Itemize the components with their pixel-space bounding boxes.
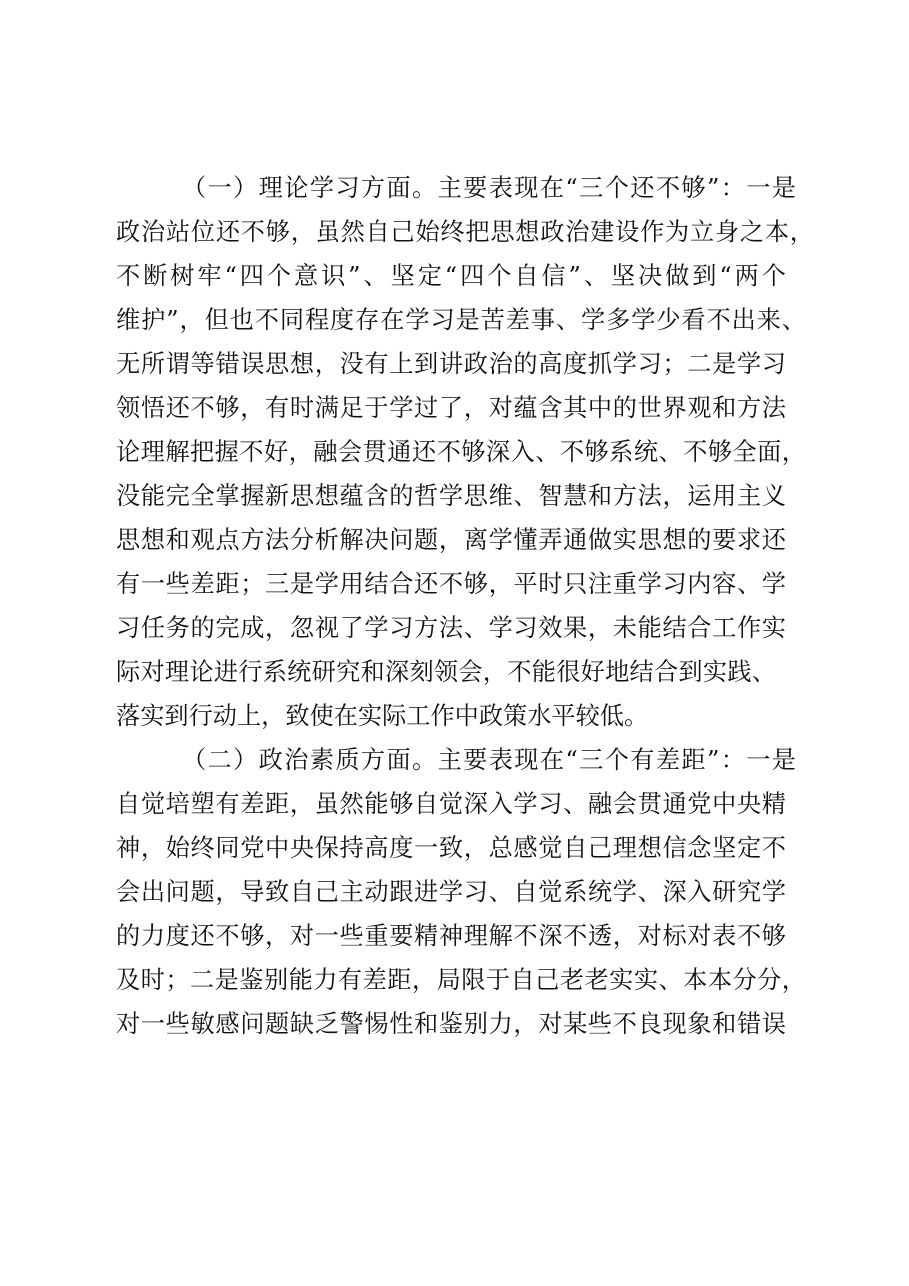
paragraph-1-line-6: 领悟还不够，有时满足于学过了，对蕴含其中的世界观和方法 bbox=[116, 394, 786, 422]
paragraph-1-line-8: 没能完全掌握新思想蕴含的哲学思维、智慧和方法，运用主义 bbox=[116, 482, 786, 510]
paragraph-1-line-7: 论理解把握不好，融会贯通还不够深入、不够系统、不够全面， bbox=[116, 438, 806, 466]
paragraph-1-line-1: （一）理论学习方面。主要表现在“三个还不够”：一是 bbox=[182, 174, 796, 202]
paragraph-1-line-10: 有一些差距；三是学用结合还不够，平时只注重学习内容、学 bbox=[116, 570, 786, 598]
paragraph-1-line-3: 不断树牢“四个意识”、坚定“四个自信”、坚决做到“两个 bbox=[116, 262, 786, 290]
paragraph-1-line-9: 思想和观点方法分析解决问题，离学懂弄通做实思想的要求还 bbox=[116, 526, 786, 554]
paragraph-2-line-6: 及时；二是鉴别能力有差距，局限于自己老老实实、本本分分， bbox=[116, 966, 806, 994]
paragraph-1-line-4: 维护”，但也不同程度存在学习是苦差事、学多学少看不出来、 bbox=[116, 306, 806, 334]
paragraph-1-line-5: 无所谓等错误思想，没有上到讲政治的高度抓学习；二是学习 bbox=[116, 350, 786, 378]
paragraph-2-line-2: 自觉培塑有差距，虽然能够自觉深入学习、融会贯通党中央精 bbox=[116, 790, 786, 818]
paragraph-2-line-3: 神，始终同党中央保持高度一致，总感觉自己理想信念坚定不 bbox=[116, 834, 786, 862]
paragraph-1-line-2: 政治站位还不够，虽然自己始终把思想政治建设作为立身之本， bbox=[116, 218, 814, 246]
paragraph-2-line-4: 会出问题，导致自己主动跟进学习、自觉系统学、深入研究学 bbox=[116, 878, 786, 906]
paragraph-2-line-7: 对一些敏感问题缺乏警惕性和鉴别力，对某些不良现象和错误 bbox=[116, 1010, 786, 1038]
paragraph-2-line-1: （二）政治素质方面。主要表现在“三个有差距”：一是 bbox=[182, 746, 796, 774]
paragraph-1-line-12: 际对理论进行系统研究和深刻领会，不能很好地结合到实践、 bbox=[116, 658, 776, 686]
paragraph-1-line-13: 落实到行动上，致使在实际工作中政策水平较低。 bbox=[116, 702, 649, 730]
paragraph-1-line-11: 习任务的完成，忽视了学习方法、学习效果，未能结合工作实 bbox=[116, 614, 786, 642]
paragraph-2-line-5: 的力度还不够，对一些重要精神理解不深不透，对标对表不够 bbox=[116, 922, 786, 950]
